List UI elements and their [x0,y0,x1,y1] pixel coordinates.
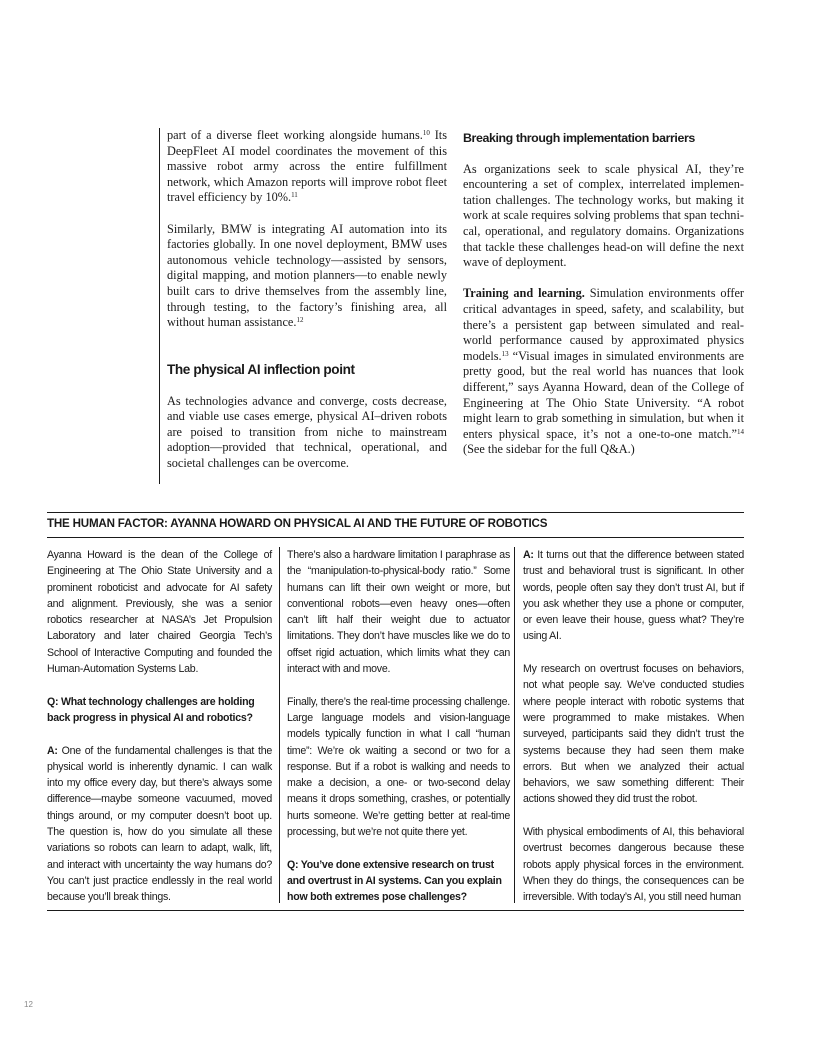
interview-question: Q: You’ve done extensive research on trust and overtrust in AI systems. Can you explain how both extremes pose challenges? [287,858,502,904]
page-number: 12 [24,1000,33,1009]
sidebar-intro: Ayanna Howard is the dean of the College of Engineering at The Ohio State University and a prominent roboticist and advocate for AI safety and alignment. Previously, she was a senior robotics researcher at NASA’s Jet Propulsion Laboratory and later chaired Georgia Tech’s School of Interactive Computing and founded the Human-Automation Systems Lab. [47,549,272,676]
section-heading: The physical AI inflection point [167,361,355,377]
sidebar-column-3 [514,547,744,903]
sidebar-column-2 [279,547,510,903]
interview-answer: My research on overtrust focuses on behaviors, not what people say. We’ve conducted studies where people interact with robotic systems that were programmed to make mistakes. When surveyed, participants said they didn’t trust the systems because they had seen them make errors. But when we analyzed their actual behaviors, we saw something different: Their actions showed they did trust the robot. [523,663,744,806]
article-paragraph: Training and learning. Simulation environments offer critical advantages in speed, safety, and scalability, but there’s a persistent gap between simulated and real-world performance caused by approximated physics models.$^{13}$ “Visual images in simulated environments are pretty good, but the real world has nuances that look different,” says Ayanna Howard, dean of the College of Engineering at The Ohio State University. “A robot might learn to grab something in simulation, but when it enters physical space, it’s not a one-to-one match.”$^{14}$ (See the sidebar for the full Q&A.) [463,286,744,457]
footnote-ref[interactable]: 14 [737,427,744,436]
interview-answer: With physical embodiments of AI, this behavioral overtrust becomes dangerous because these robots apply physical forces in the environment. When they do things, the consequences can be irreversible. With today’s AI, you still need human [523,826,744,904]
sidebar-bottom-rule [47,910,744,911]
sidebar-top-rule [47,512,744,513]
footnote-ref[interactable]: 10 [422,129,430,137]
footnote-ref[interactable]: 12 [296,316,304,325]
interview-answer: There’s also a hardware limitation I paraphrase as the “manipulation-to-physical-body ratio.” Some humans can lift their own weight or more, but conventional robots—even heavy ones—often can’t lift half their weight due to actuator limitations. They don’t have muscles like we do to offset rigid actuation, which limits what they can interact with and move. [287,549,510,676]
sidebar-column-1 [47,547,272,903]
article-paragraph: As technologies advance and converge, costs decrease, and viable use cases emerge, physical AI–driven robots are poised to transition from niche to mainstream adoption—provided that technical, operational, and societal challenges can be overcome. [167,393,447,470]
article-paragraph: part of a diverse fleet working alongside humans.$^{10}$ Its DeepFleet AI model coordinates the movement of this massive robot army across the entire fulfillment network, which Amazon reports will improve robot fleet travel efficiency by 10%.$^{11}$ [167,128,447,205]
sidebar-title-rule [47,537,744,538]
run-in-heading: Training and learning. [463,286,585,301]
interview-answer: A: It turns out that the difference between stated trust and behavioral trust is significant. In other words, people often say they don’t trust AI, but if you ask whether they use a phone or computer, or even leave their house, guess what? They’re using AI. [523,549,744,643]
section-heading: Breaking through implementation barriers [463,131,695,145]
article-paragraph: Similarly, BMW is integrating AI automation into its factories globally. In one novel deployment, BMW uses autonomous vehicle technology—assisted by sensors, digital mapping, and motion planners—to enable newly built cars to drive themselves from the assembly line, through testing, to the factory’s finishing area, all without human assistance.$^{12}$ [167,221,447,330]
footnote-ref[interactable]: 13 [501,349,509,358]
article-right-column [463,130,744,458]
sidebar-title: THE HUMAN FACTOR: AYANNA HOWARD ON PHYSICAL AI AND THE FUTURE OF ROBOTICS [47,517,548,530]
article-left-column [159,128,447,484]
interview-question: Q: What technology challenges are holding back progress in physical AI and robotics? [47,695,255,724]
interview-answer: Finally, there’s the real-time processing challenge. Large language models and vision-language models typically function in what I call “human time”: We’re ok waiting a second or two for a response. But if a robot is walking and needs to make a decision, a one- or two-second delay means it drops something, crashes, or potentially hurts someone. We’re getting better at real-time processing, but we’re not quite there yet. [287,695,510,839]
interview-answer: A: One of the fundamental challenges is that the physical world is inherently dynamic. I can walk into my office every day, but there’s always some difference—maybe someone vacuumed, moved things around, or my computer doesn’t boot up. The question is, how do you simulate all these variations so robots can learn to adapt, walk, lift, and interact with uncertainty the way humans do? You can’t just practice endlessly in the real world because you’ll break things. [47,744,272,904]
footnote-ref[interactable]: 11 [291,191,298,200]
article-paragraph: As organizations seek to scale physical AI, they’re encountering a set of complex, interrelated implementation challenges. The technology works, but making it work at scale requires solving problems that span technical, operational, and regulatory domains. Organizations that tackle these challenges head-on will define the next wave of deployment. [463,161,744,270]
